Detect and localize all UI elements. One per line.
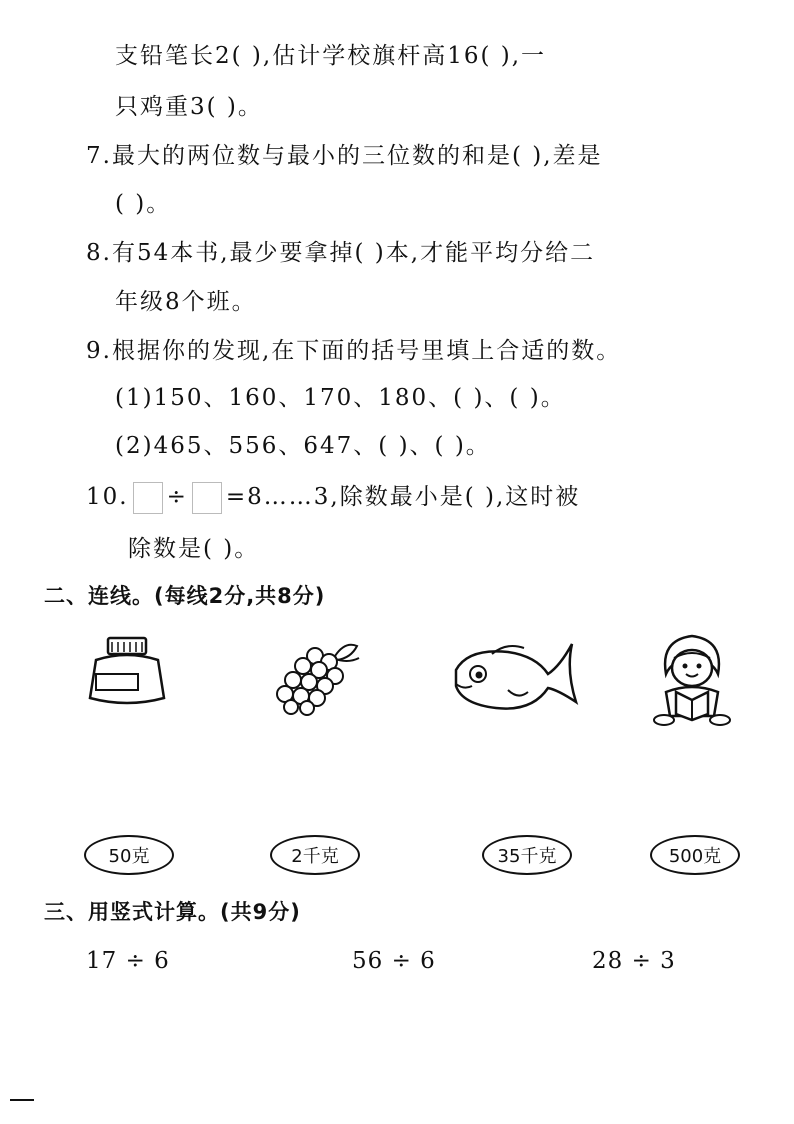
option-35kg[interactable]: 35千克: [482, 835, 572, 875]
dividend-box[interactable]: [133, 482, 163, 514]
q7-line-2: ( )。: [115, 191, 172, 217]
divisor-box[interactable]: [192, 482, 222, 514]
calc-problem-3: 28 ÷ 3: [592, 948, 676, 974]
q6-line-2: 只鸡重3( )。: [115, 94, 263, 120]
option-500g[interactable]: 500克: [650, 835, 740, 875]
q10-rest: =8……3,除数最小是( ),这时被: [225, 484, 581, 510]
q10-number: 10.: [86, 484, 129, 510]
option-50g[interactable]: 50克: [84, 835, 174, 875]
q9-sub-1: (1)150、160、170、180、( )、( )。: [115, 385, 566, 411]
ink-bottle-icon: [86, 636, 168, 708]
q8-line-1: 8.有54本书,最少要拿掉( )本,才能平均分给二: [86, 240, 596, 266]
q10-line-2: 除数是( )。: [128, 536, 260, 562]
girl-reading-icon: [652, 630, 732, 728]
q10-line-1: [86, 482, 580, 514]
q6-line-1: 支铅笔长2( ),估计学校旗杆高16( ),一: [115, 43, 547, 69]
calc-problem-2: 56 ÷ 6: [352, 948, 436, 974]
q9-sub-2: (2)465、556、647、( )、( )。: [115, 433, 491, 459]
page-corner-mark: [10, 1099, 34, 1101]
grapes-icon: [275, 636, 365, 716]
section-2-title: 二、连线。(每线2分,共8分): [44, 584, 326, 608]
option-2kg[interactable]: 2千克: [270, 835, 360, 875]
q8-line-2: 年级8个班。: [115, 289, 257, 315]
calc-problem-1: 17 ÷ 6: [86, 948, 170, 974]
section-3-title: 三、用竖式计算。(共9分): [44, 900, 301, 924]
divide-sign: ÷: [166, 484, 188, 510]
fish-icon: [448, 640, 580, 716]
q9-line-1: 9.根据你的发现,在下面的括号里填上合适的数。: [86, 338, 622, 364]
q7-line-1: 7.最大的两位数与最小的三位数的和是( ),差是: [86, 143, 603, 169]
